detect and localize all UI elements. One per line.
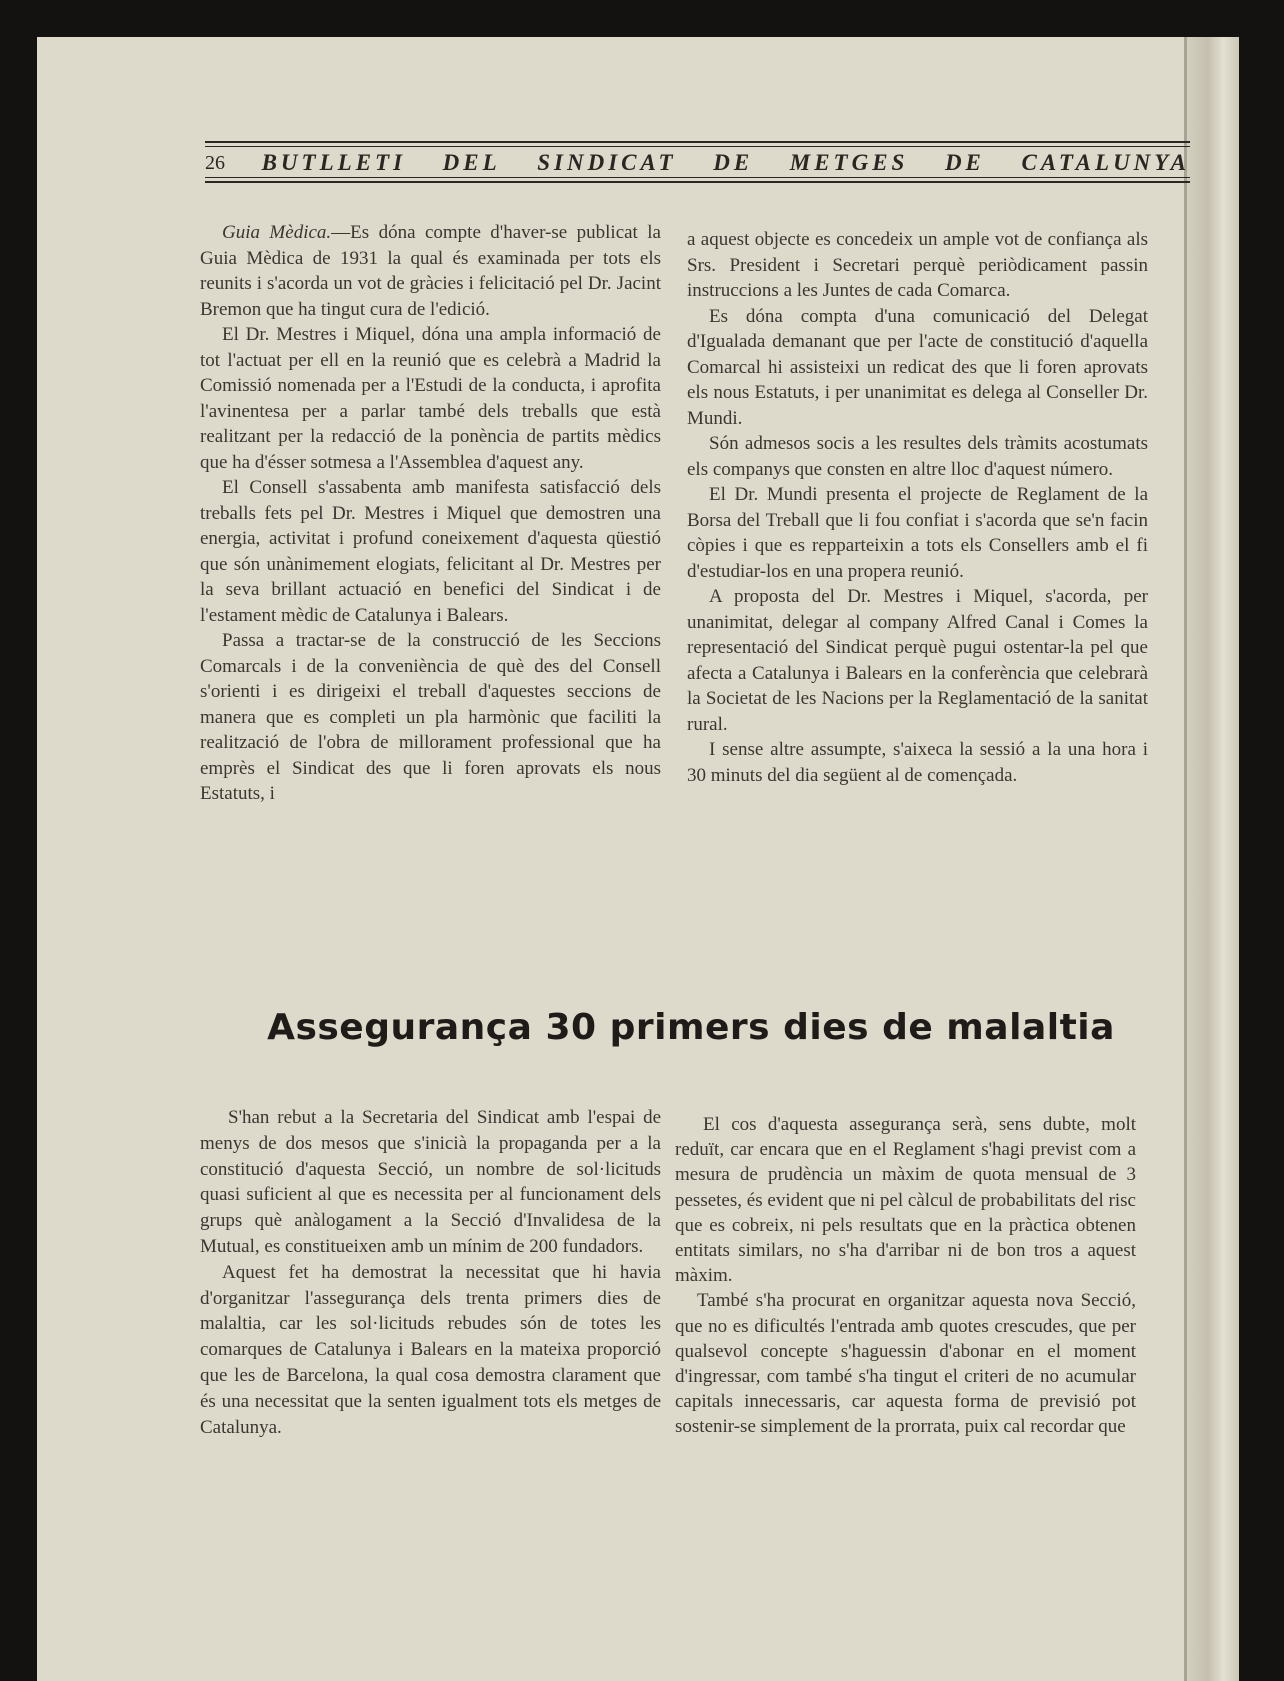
paragraph: Aquest fet ha demostrat la necessitat que hi havia d'organitzar l'assegurança dels trenta primers dies de malaltia, car les sol·licituds rebudes són de totes les comarques de Catalunya i Balears en la mateixa proporció que les de Barcelona, la qual cosa demostra clarament que és una necessitat que la senten igualment tots els metges de Catalunya. <box>200 1261 661 1438</box>
page-gutter <box>1187 37 1239 1681</box>
paragraph: a aquest objecte es concedeix un ample vot de confiança als Srs. President i Secretari perquè periòdicament passin instruccions a les Juntes de cada Comarca. <box>687 229 1148 301</box>
header-rule <box>205 177 1190 178</box>
paragraph: El Dr. Mundi presenta el projecte de Reglament de la Borsa del Treball que li fou confiat i s'acorda que se'n facin còpies i que es repparteixin a tots els Consellers amb el fi d'estudiar-los en una propera reunió. <box>687 484 1148 582</box>
paragraph-text: —Es dóna compte d'haver-se publicat la Guia Mèdica de 1931 la qual és examinada per tots els reunits i s'acorda un vot de gràcies i felicitació pel Dr. Jacint Bremon que ha tingut cura de l'edició. <box>200 222 661 320</box>
running-head-word: DE <box>944 150 985 175</box>
paragraph: S'han rebut a la Secretaria del Sindicat amb l'espai de menys de dos mesos que s'inicià la propaganda per a la constitució d'aquesta Secció, un nombre de sol·licituds quasi suficient al que es necessita per al funcionament dels grups què anàlogament a la Secció d'Invalidesa de la Mutual, es constitueixen amb un mínim de 200 fundadors. <box>200 1107 661 1257</box>
minutes-column-right <box>687 227 1148 788</box>
paragraph: També s'ha procurat en organitzar aquesta nova Secció, que no es dificultés l'entrada amb quotes crescudes, que per qualsevol concepte s'haguessin d'abonar en el moment d'ingressar, com també s'ha tingut el criteri de no acumular capitals innecessaris, car aquesta forma de previsió pot sostenir-se simplement de la prorrata, puix cal recordar que <box>675 1290 1136 1438</box>
header-rule <box>205 141 1190 143</box>
paragraph: El cos d'aquesta assegurança serà, sens dubte, molt reduït, car encara que en el Reglament s'hagi previst com a mesura de prudència un màxim de quota mensual de 3 pessetes, és evident que ni pel càlcul de probabilitats del risc que es cobreix, ni pels resultats que en la pràctica obtenen entitats similars, no s'ha d'arribar ni de bon tros a aquest màxim. <box>675 1114 1136 1287</box>
running-head-word: DEL <box>442 150 501 175</box>
paragraph: El Dr. Mestres i Miquel, dóna una ampla informació de tot l'actuat per ell en la reunió que es celebrà a Madrid la Comissió nomenada per a l'Estudi de la conducta, i aprofita l'avinentesa per a parlar també dels treballs que està realitzant per la redacció de la ponència de partits mèdics que ha d'ésser sotmesa a l'Assemblea d'aquest any. <box>200 324 661 473</box>
minutes-column-left <box>200 220 661 807</box>
header-rule <box>205 181 1190 183</box>
running-head-word: SINDICAT <box>537 150 677 175</box>
running-head <box>205 147 1190 179</box>
running-head-word: DE <box>713 150 754 175</box>
running-head-word: BUTLLETI <box>261 150 407 175</box>
paragraph: El Consell s'assabenta amb manifesta satisfacció dels treballs fets pel Dr. Mestres i Miquel que demostren una energia, activitat i profund coneixement d'aquesta qüestió que són unànimement elogiats, felicitant al Dr. Mestres per la seva brillant actuació en benefici del Sindicat i de l'estament mèdic de Catalunya i Balears. <box>200 477 661 626</box>
article-column-right <box>675 1112 1136 1440</box>
section-lead: Guia Mèdica. <box>222 222 332 243</box>
paragraph: I sense altre assumpte, s'aixeca la sessió a la una hora i 30 minuts del dia següent al de començada. <box>687 739 1148 786</box>
article-title: Assegurança 30 primers dies de malaltia <box>267 1007 1115 1048</box>
running-head-word: METGES <box>789 150 909 175</box>
running-head-word: CATALUNYA <box>1021 150 1190 175</box>
article-column-left <box>200 1105 661 1440</box>
paragraph: Són admesos socis a les resultes dels tràmits acostumats els companys que consten en altre lloc d'aquest número. <box>687 433 1148 480</box>
paragraph: Es dóna compta d'una comunicació del Delegat d'Igualada demanant que per l'acte de constitució d'aquella Comarcal hi assisteixi un redicat des que li foren aprovats els nous Estatuts, i per unanimitat es delega al Conseller Dr. Mundi. <box>687 305 1148 429</box>
paragraph: A proposta del Dr. Mestres i Miquel, s'acorda, per unanimitat, delegar al company Alfred Canal i Comes la representació del Sindicat perquè pugui ostentar-la pel que afecta a Catalunya i Balears en la conferència que celebrarà la Societat de les Nacions per la Reglamentació de la sanitat rural. <box>687 586 1148 735</box>
paragraph <box>200 220 661 322</box>
scanned-page <box>37 37 1239 1681</box>
page-number: 26 <box>205 151 225 174</box>
paragraph: Passa a tractar-se de la construcció de les Seccions Comarcals i de la conveniència de què des del Consell s'orienti i es dirigeixi el treball d'aquestes seccions de manera que es completi un pla harmònic que faciliti la realització de l'obra de millorament professional que ha emprès el Sindicat des que li foren aprovats els nous Estatuts, i <box>200 630 661 804</box>
